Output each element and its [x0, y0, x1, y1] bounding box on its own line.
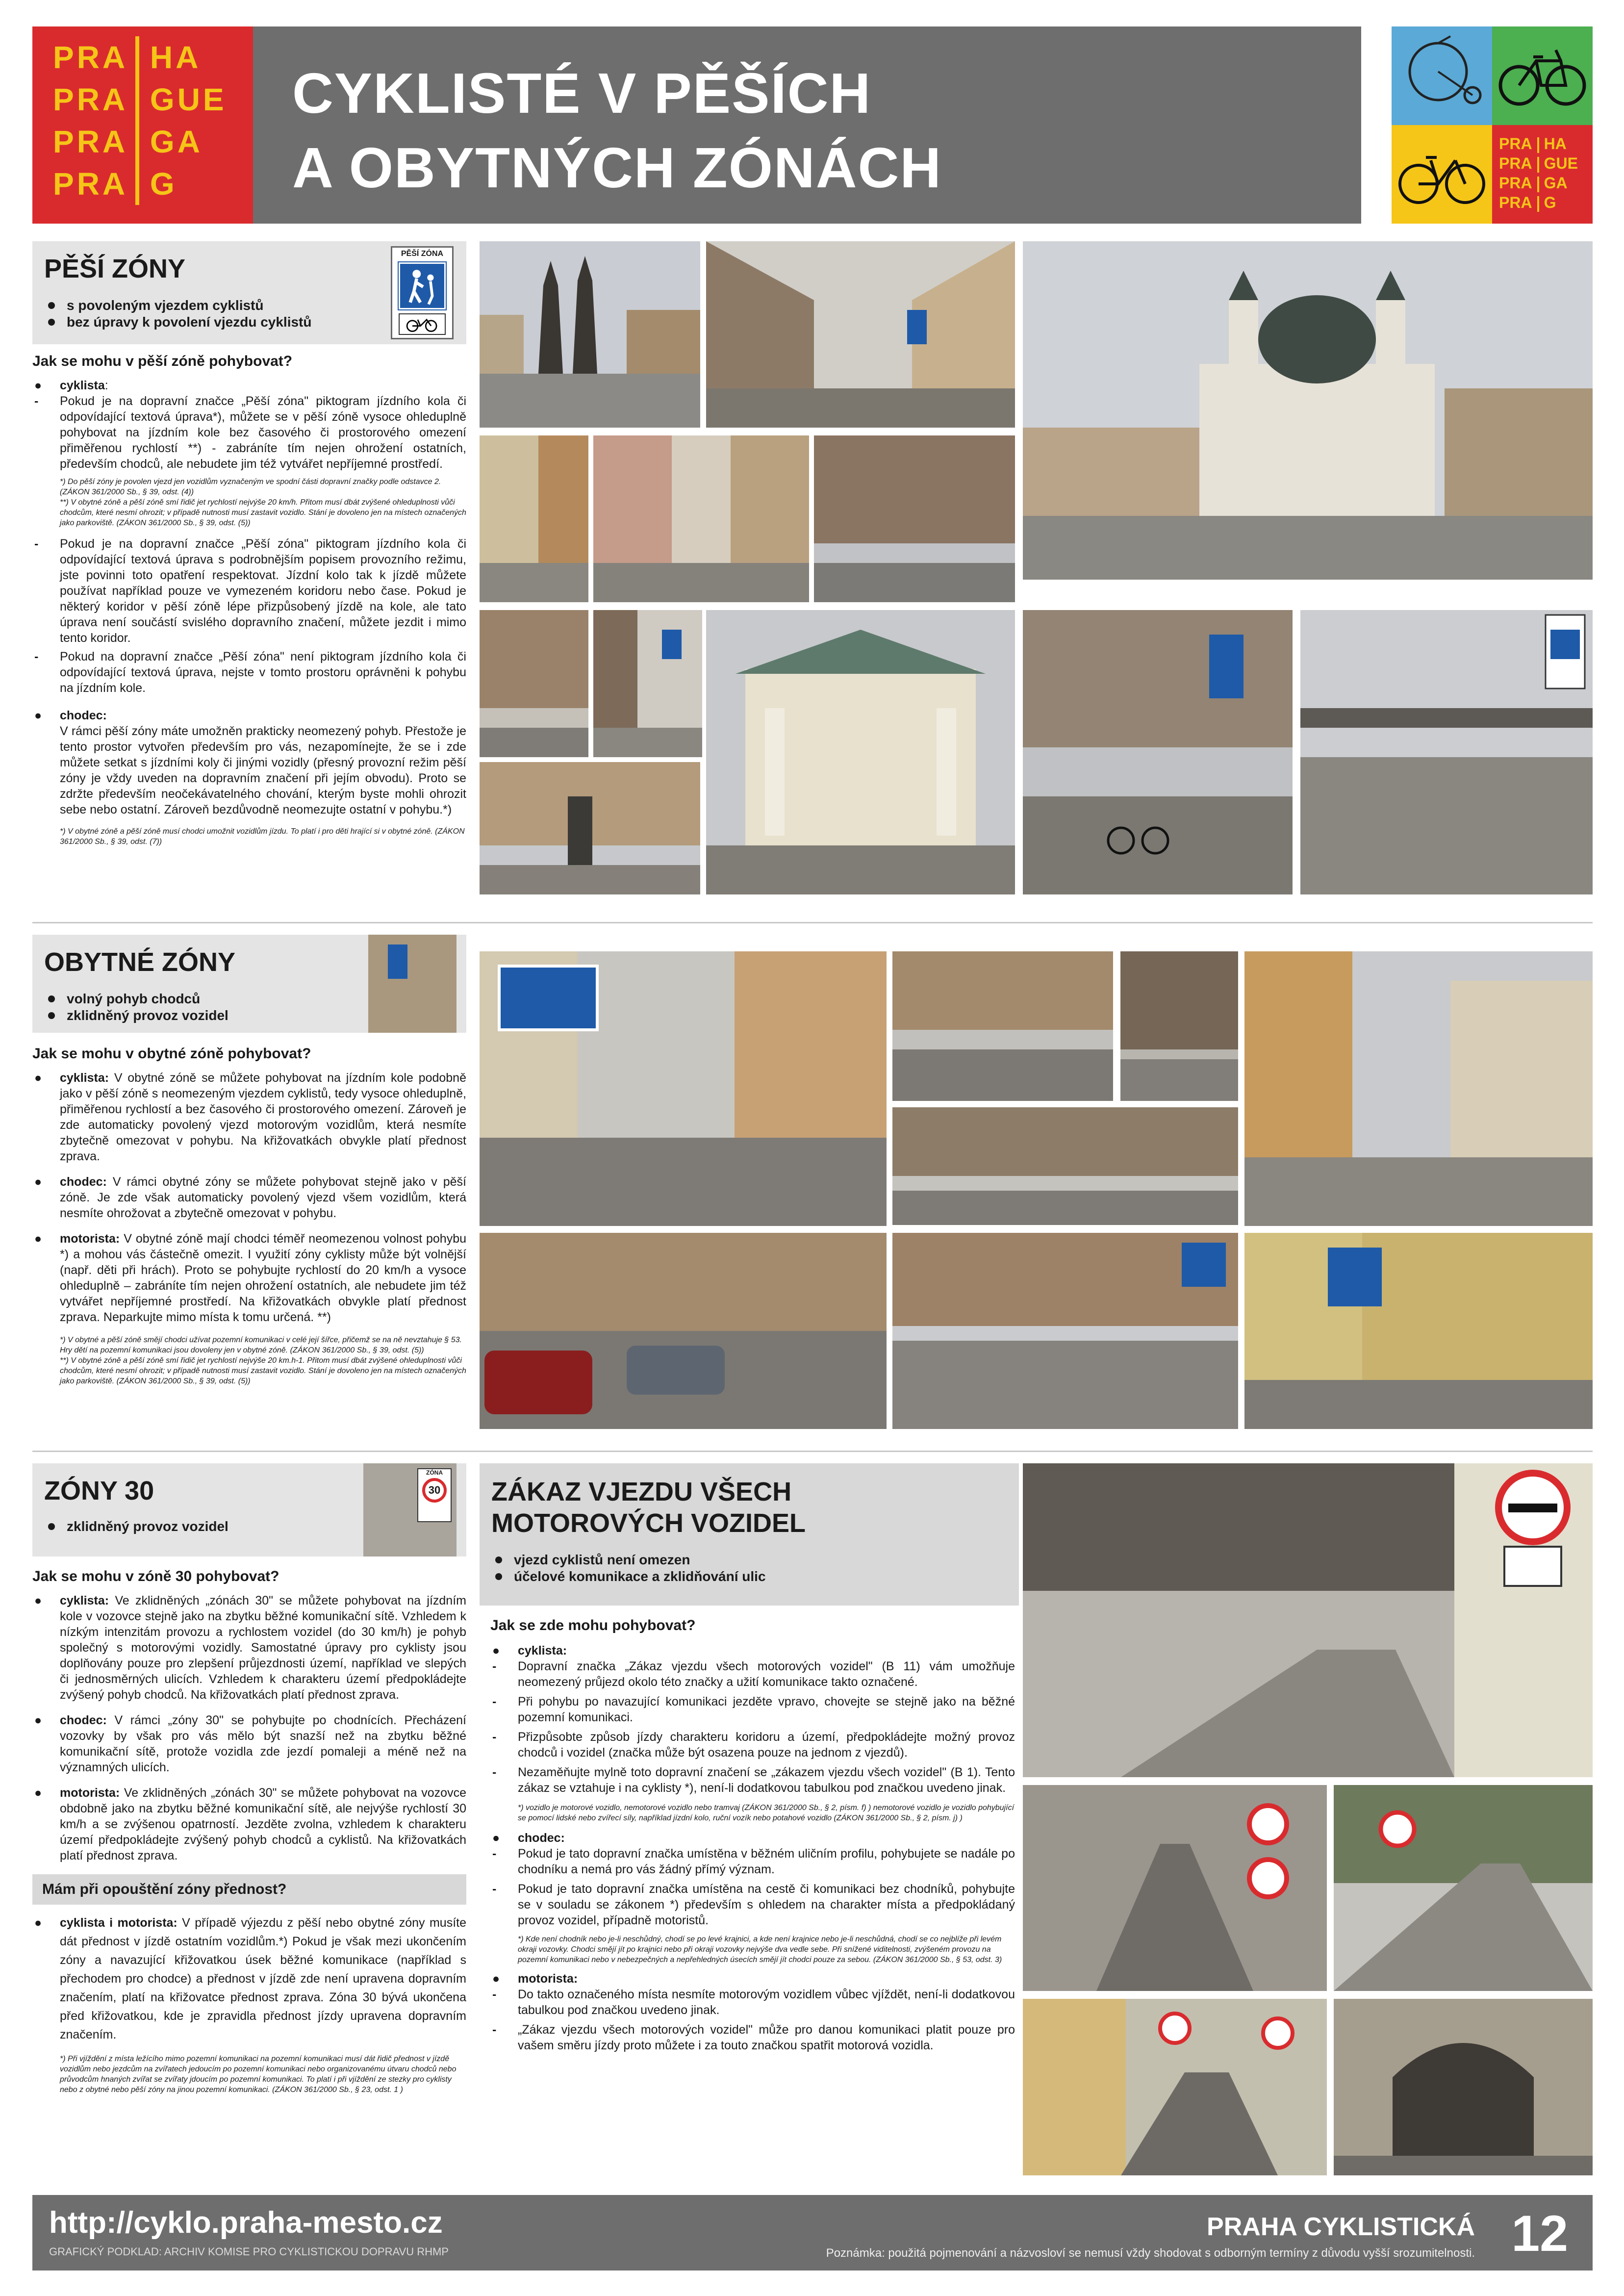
- page-number: 12: [1511, 2205, 1568, 2262]
- logo-text: PRA: [1499, 194, 1532, 211]
- residential-zone-photo: [368, 935, 457, 1033]
- paragraph: Do takto označeného místa nesmíte motorovým vozidlem vůbec vjíždět, není-li dodatkovou tabulkou pod značkou uvedeno jinak.: [518, 1988, 1015, 2017]
- photo-street-pink: [593, 435, 809, 602]
- zone30-body: [32, 1567, 466, 2095]
- section-title: ZÓNY 30: [44, 1476, 154, 1505]
- pedestrian-zone-header: [32, 241, 466, 344]
- paragraph: „Zákaz vjezdu všech motorových vozidel" může pro danou komunikaci platit pouze pro vašem směru jízdy proto můžete i za touto značkou spatřit motorová vozidla.: [518, 2023, 1015, 2052]
- photo-old-town-square: [480, 241, 700, 428]
- title-line: A OBYTNÝCH ZÓNÁCH: [292, 136, 942, 200]
- footnote: *) vozidlo je motorové vozidlo, nemotorové vozidlo nebo tramvaj (ZÁKON 361/2000 Sb., § 2, písm. f) ) nemotorové vozidlo je vozidlo pohybující se pomocí lidské nebo zvířecí síly, například jízdní kolo, ruční vozík nebo potahové vozidlo (ZÁKON 361/2000 Sb., § 2, písm. j) ): [518, 1804, 1015, 1822]
- role-label: cyklista:: [60, 1594, 109, 1607]
- photo-street-yellow: [480, 435, 588, 602]
- logo-text: GA: [1544, 174, 1568, 192]
- city-bike-icon: [1392, 125, 1492, 224]
- role-label: motorista:: [518, 1972, 578, 1986]
- bullet-dot-icon: ●: [34, 709, 42, 722]
- photo-st-nicholas-church: [1023, 241, 1593, 580]
- bullet-dot-icon: ●: [492, 1972, 500, 1986]
- logo-text: G: [150, 166, 178, 202]
- bullet-item: zklidněný provoz vozidel: [44, 1518, 455, 1535]
- bullet-dot-icon: ●: [34, 1916, 42, 1930]
- logo-text: PRA: [1499, 174, 1532, 192]
- paragraph: Přizpůsobte způsob jízdy charakteru koridoru a území, předpokládejte možný provoz chodců i vozidel (značka může být osazena pouze na jednom z vjezdů).: [518, 1730, 1015, 1760]
- photo-street-with-sign: [892, 1107, 1238, 1225]
- speed-limit-icon: 30: [422, 1478, 447, 1503]
- logo-text: GUE: [1544, 154, 1578, 172]
- paragraph: V obytné zóně mají chodci téměř neomezenou volnost pohybu *) a mohou vás částečně omezit. I využití zóny cyklisty může být volnější (např. děti při hrách). Proto se pohybujte rychlostí do 20 km/h a vysoce ohleduplně – zabráníte tím nejen ohrožení ostatních, ale nebudete jim též vytvářet nepříjemné prostředí. Na křižovatkách obvykle platí přednost zprava. Neparkujte mimo místa k tomu určená. **): [60, 1232, 466, 1324]
- photo-cyclist-ramp: [1334, 1785, 1593, 1991]
- no-entry-section: [480, 1463, 1019, 1606]
- role-label: cyklista i motorista:: [60, 1916, 178, 1930]
- paragraph: Dopravní značka „Zákaz vjezdu všech motorových vozidel" (B 11) vám umožňuje neomezený průjezd okolo této značky a užití komunikace takto označené.: [518, 1659, 1015, 1689]
- paragraph: Ve zklidněných „zónách 30" se můžete pohybovat na vozovce obdobně jako na zbytku běžné komunikační sítě, ale nejvýše rychlostí 30 km/h a se zvýšenou opatrností. Jezděte zvolna, vzhledem k charakteru území předpokládejte zvýšený pohyb chodců a cyklistů. Na křižovatkách platí přednost zprava.: [60, 1786, 466, 1862]
- photo-archway: [1334, 1999, 1593, 2175]
- section-bullets: [491, 1552, 1007, 1585]
- bicycle-icon-grid: [1392, 26, 1593, 224]
- subsection-title: Mám při opouštění zóny přednost?: [42, 1881, 287, 1897]
- paragraph: V rámci obytné zóny se můžete pohybovat stejně jako v pěší zóně. Je zde však automaticky povolený vjezd všem vozidlům, která nesmíte ohrožovat a zbytečně omezovat v pohybu.: [60, 1175, 466, 1220]
- section-question: Jak se mohu v obytné zóně pohybovat?: [32, 1046, 311, 1062]
- logo-separator: [135, 121, 139, 163]
- logo-text: PRA: [53, 82, 128, 117]
- paragraph: Ve zklidněných „zónách 30" se můžete pohybovat na jízdním kole v vozovce stejně jako na zbytku běžné komunikační sítě. Vzhledem k nízkým intenzitám provozu a rychlostem vozidel (do 30 km/h) je pohyb společný s motorovými vozidly. Samostatné úpravy pro cyklisty jsou doplňovány pouze pro zlepšení průjezdnosti území, například ve slepých či jednosměrných ulicích. Vzhledem k charakteru území předpokládejte zvýšený pohyb chodců. Na křižovatkách platí přednost zprava.: [60, 1594, 466, 1702]
- paragraph: V rámci „zóny 30" se pohybujte po chodnících. Přecházení vozovky by však pro vás mělo být snazší než na zbytku běžné komunikační sítě, protože vozidla zde jezdí pomaleji a méně než na významných ulicích.: [60, 1713, 466, 1774]
- photo-narrow-alley-signs: [1023, 1999, 1327, 2175]
- section-title: MOTOROVÝCH VOZIDEL: [491, 1508, 806, 1538]
- logo-text: HA: [1544, 135, 1567, 153]
- role-label: cyklista:: [60, 1071, 109, 1085]
- paragraph: Pokud je tato dopravní značka umístěna v běžném uličním profilu, pohybujete se nadále po chodníku a nemá pro vás žádný přímý význam.: [518, 1847, 1015, 1876]
- logo-text: PRA: [53, 40, 128, 75]
- penny-farthing-icon: [1392, 26, 1492, 125]
- photo-bollard-street: [892, 951, 1113, 1101]
- residential-zone-body: [32, 1045, 466, 1386]
- website-link[interactable]: http://cyklo.praha-mesto.cz: [49, 2206, 443, 2240]
- page-footer: [32, 2195, 1593, 2270]
- logo-text: GA: [150, 124, 203, 159]
- paragraph: Nezaměňujte mylně toto dopravní značení se „zákazem vjezdu všech vozidel" (B 1). Tento zákaz se vztahuje i na cyklisty *), není-li dodatkovou tabulkou pod značkou uvedeno jinak.: [518, 1765, 1015, 1795]
- series-brand: PRAHA CYKLISTICKÁ: [1207, 2213, 1475, 2241]
- zone30-header: [32, 1463, 466, 1556]
- paragraph: Při pohybu po navazující komunikaci jezděte vpravo, chovejte se stejně jako na běžné pozemní komunikaci.: [518, 1695, 1015, 1724]
- bullet-item: vjezd cyklistů není omezen: [491, 1552, 1007, 1568]
- section-question: Jak se mohu v zóně 30 pohybovat?: [32, 1568, 279, 1584]
- photo-street-dark: [814, 435, 1015, 602]
- zone30-sign: [417, 1468, 452, 1522]
- role-label: chodec:: [60, 1713, 107, 1727]
- bullet-dot-icon: ●: [492, 1831, 500, 1845]
- section-divider: [32, 922, 1593, 923]
- photo-narrow-street-sign: [593, 610, 702, 757]
- role-label: chodec:: [60, 709, 107, 722]
- bullet-dot-icon: ●: [34, 1786, 42, 1800]
- section-title: PĚŠÍ ZÓNY: [44, 254, 186, 283]
- logo-text: PRA: [1499, 135, 1532, 153]
- photo-cobbled-lane-signs: [1023, 1785, 1327, 1991]
- footer-note: Poznámka: použitá pojmenování a názvosloví se nemusí vždy shodovat s odborným termíny z důvodu vyšší srozumitelnosti.: [826, 2246, 1475, 2260]
- footnote: *) Do pěší zóny je povolen vjezd jen vozidlům vyznačeným ve spodní části dopravní značky podle odstavce 2. (ZÁKON 361/2000 Sb., § 39, odst. (4)): [60, 478, 441, 496]
- photo-street-crowd: [480, 610, 588, 757]
- footnote: *) V obytné zóně a pěší zóně musí chodci umožnit vozidlům jízdu. To platí i pro děti hrající si v obytné zóně. (ZÁKON 361/2000 Sb., § 39, odst. (7)): [60, 827, 465, 846]
- bullet-item: bez úpravy k povolení vjezdu cyklistů: [44, 314, 455, 331]
- photo-tram-street: [892, 1233, 1238, 1429]
- mountain-bike-icon: [1492, 26, 1593, 125]
- footnote: *) V obytné a pěší zóně smějí chodci užívat pozemní komunikaci v celé její šířce, přičemž se na ně nevztahuje § 53. Hry dětí na pozemní komunikaci jsou dovoleny jen v obytné zóně. (ZÁKON 361/2000 Sb., § 39, odst. (5)): [60, 1336, 462, 1354]
- photo-street-pedestrian-sign: [706, 241, 1015, 428]
- pedestrian-zone-section: [32, 241, 466, 344]
- photo-square-statue: [480, 762, 700, 894]
- photo-residential-lane: [1244, 951, 1593, 1226]
- photo-tree-street: [1120, 951, 1238, 1101]
- sign-label: ZÓNA: [426, 1469, 443, 1476]
- paragraph: Pokud je tato dopravní značka umístěna na cestě či komunikaci bez chodníků, pohybujte se v souladu se zákonem *) především s ohledem na charakter místa a předpokládaný provoz vozidel, případně motoristů.: [518, 1882, 1015, 1927]
- role-label: chodec:: [518, 1831, 565, 1845]
- logo-text: PRA: [1499, 154, 1532, 172]
- photo-yellow-facade: [1244, 1233, 1593, 1429]
- bullet-item: účelové komunikace a zklidňování ulic: [491, 1568, 1007, 1585]
- logo-text: GUE: [150, 82, 227, 117]
- section-title: OBYTNÉ ZÓNY: [44, 947, 236, 977]
- bullet-dot-icon: ●: [492, 1644, 500, 1658]
- photo-riverside-cyclist: [1300, 610, 1593, 894]
- small-praha-logo: [1492, 125, 1593, 224]
- role-label: chodec:: [60, 1175, 107, 1189]
- role-label: motorista:: [60, 1232, 120, 1246]
- logo-text: G: [1544, 194, 1556, 211]
- logo-separator: [135, 163, 139, 205]
- paragraph: Pokud na dopravní značce „Pěší zóna" není piktogram jízdního kola či odpovídající textová úprava, nejste v tomto prostoru oprávněni k pohybu na jízdním kole.: [60, 650, 466, 695]
- photo-residential-sign-street: [480, 951, 887, 1226]
- footnote: **) V obytné zóně a pěší zóně smí řidič jet rychlostí nejvýše 20 km.h-1. Přitom musí dbát zvýšené ohleduplnosti vůči chodcům, které nesmí ohrozit; v případě nutnosti musí zastavit vozidlo. Stání je dovoleno jen na místech označených jako parkoviště. (ZÁKON 361/2000 Sb., § 39, odst. (5)): [60, 1356, 466, 1385]
- section-question: Jak se mohu v pěší zóně pohybovat?: [32, 353, 293, 369]
- logo-text: PRA: [53, 124, 128, 159]
- page-title: [253, 26, 1361, 224]
- title-line: CYKLISTÉ V PĚŠÍCH: [292, 61, 872, 125]
- bullet-item: volný pohyb chodců: [44, 991, 455, 1007]
- bullet-dot-icon: ●: [34, 1713, 42, 1727]
- residential-zone-section: [32, 935, 466, 1033]
- no-entry-body: Jak se zde mohu pohybovat? ● cyklista: - Dopravní značka „Zákaz vjezdu všech motorových vozidel" (B 11) vám umožňuje neomezený průjezd okolo této značky a užití komunikace takto označené. - Při pohybu po navazující komunikaci jezděte vpravo, chovejte se stejně jako na běžné pozemní komunikaci. - Přizpůsobte způsob jízdy charakteru koridoru a území, předpokládejte možný provoz chodců i vozidel (značka může být osazena pouze na jednom z vjezdů). - Nezaměňujte mylně toto dopravní značení se „zákazem vjezdu všech vozidel" (B 1). Tento zákaz se vztahuje i na cyklisty *), není-li dodatkovou tabulkou pod značkou uvedeno jinak. *) vozidlo je motorové vozidlo, nemotorové vozidlo nebo tramvaj (ZÁKON 361/2000 Sb., § 2, písm. f) ) nemotorové vozidlo je vozidlo pohybující se pomocí lidské nebo zvířecí síly, například jízdní kolo, ruční vozík nebo potahové vozidlo (ZÁKON 361/2000 Sb., § 2, písm. j) ) ● chodec: - Pokud je tato dopravní značka umístěna v běžném uličním profilu, pohybujete se nadále po chodníku a nemá pro vás žádný přímý význam. - Pokud je tato dopravní značka umístěna na cestě či komunikaci bez chodníků, pohybujte se v souladu se zákonem *) především s ohledem na charakter místa a předpokládaný provoz vozidel, případně motoristů. *) Kde není chodník nebo je-li neschůdný, chodí se po levé krajnici, a kde není krajnice nebo je-li neschůdná, chodí se co nejblíže při levém okraji vozovky. Chodci smějí jít po krajnici nebo při okraji vozovky nejvýše dva vedle sebe. Při snížené viditelnosti, zvýšeném provozu na pozemní komunikaci nebo v nebezpečných a nepřehledných úsecích smějí jít chodci pouze za sebou. (ZÁKON 361/2000 Sb., § 53, odst. 3) ● motorista: - Do takto označeného místa nesmíte motorovým vozidlem vůbec vjíždět, není-li dodatkovou tabulkou pod značkou uvedeno jinak. - „Zákaz vjezdu všech motorových vozidel" může pro danou komunikaci platit pouze pro vašem směru jízdy proto můžete i za touto značkou spatřit motorová vozidla.: [490, 1617, 1015, 2052]
- section-question: Jak se zde mohu pohybovat?: [490, 1617, 696, 1633]
- bullet-dot-icon: ●: [34, 1594, 42, 1607]
- photo-parked-cars: [480, 1233, 887, 1429]
- footnote: *) Při vjíždění z místa ležícího mimo pozemní komunikaci na pozemní komunikaci musí dát řidič přednost v jízdě vozidlům nebo jezdcům na zvířatech jedoucím po pozemní komunikaci nebo organizovanému útvaru chodců nebo průvodcům hnaných zvířat se zvířaty jdoucím po pozemní komunikaci. To platí i při vjíždění ze stezky pro cyklisty nebo z obytné nebo pěší zóny na jinou pozemní komunikaci. (ZÁKON 361/2000 Sb., § 23, odst. 1 ): [60, 2055, 457, 2094]
- priority-subheader: [32, 1874, 466, 1905]
- paragraph: V obytné zóně se můžete pohybovat na jízdním kole podobně jako v pěší zóně s neomezeným vjezdem cyklistů, tedy vysoce ohleduplně, přiměřenou rychlostí a bez časového či prostorového omezení. Zároveň je zde automaticky povolený vjezd motorovým vozidlům, která nesmíte zbytečně omezovat v pohybu. Na křižovatkách obvykle platí přednost zprava.: [60, 1071, 466, 1163]
- pedestrian-icon: [399, 262, 446, 309]
- no-entry-header: [480, 1463, 1019, 1606]
- photo-no-entry-sign-path: [1023, 1463, 1593, 1777]
- photo-credit: GRAFICKÝ PODKLAD: ARCHIV KOMISE PRO CYKLISTICKOU DOPRAVU RHMP: [49, 2245, 449, 2258]
- footnote: *) Kde není chodník nebo je-li neschůdný, chodí se po levé krajnici, a kde není krajnice nebo je-li neschůdná, chodí se co nejblíže při levém okraji vozovky. Chodci smějí jít po krajnici nebo při okraji vozovky nejvýše dva vedle sebe. Při snížené viditelnosti, zvýšeném provozu na pozemní komunikaci nebo v nebezpečných a nepřehledných úsecích smějí jít chodci pouze za sebou. (ZÁKON 361/2000 Sb., § 53, odst. 3): [518, 1935, 1002, 1964]
- bullet-dot-icon: ●: [34, 379, 42, 392]
- praha-logo: [32, 26, 253, 224]
- paragraph: Pokud je na dopravní značce „Pěší zóna" piktogram jízdního kola či odpovídající textová úprava*), můžete se v pěší zóně vysoce ohleduplně pohybovat na jízdním kole bez časového či prostorového omezení přiměřenou rychlostí **) - zabráníte tím nejen ohrožení ostatních, především chodců, ale nebudete jim též vytvářet nepříjemné prostředí.: [60, 394, 466, 471]
- residential-zone-header: [32, 935, 466, 1033]
- section-divider: [32, 1451, 1593, 1452]
- role-label-colon: :: [104, 379, 108, 392]
- paragraph: Pokud je na dopravní značce „Pěší zóna" piktogram jízdního kola či odpovídající textová úprava s podrobnějším popisem provozního režimu, jste povinni toto opatření respektovat. Jízdní kolo tak k jízdě můžete používat například pouze ve vymezeném koridoru nebo čase. Pokud je některý koridor v pěší zóně lépe přizpůsobený jízdě na kole, ale tato úprava není součástí svislého dopravního značení, můžete jezdit i mimo tento koridor.: [60, 537, 466, 645]
- bullet-dot-icon: ●: [34, 1175, 42, 1189]
- zone30-section: [32, 1463, 466, 1556]
- sign-label: PĚŠÍ ZÓNA: [401, 250, 444, 258]
- pedestrian-zone-body: Jak se mohu v pěší zóně pohybovat? ● cyklista: - Pokud je na dopravní značce „Pěší zóna" piktogram jízdního kola či odpovídající textová úprava*), můžete se v pěší zóně vysoce ohleduplně pohybovat na jízdním kole bez časového či prostorového omezení přiměřenou rychlostí **) - zabráníte tím nejen ohrožení ostatních, především chodců, ale nebudete jim též vytvářet nepříjemné prostředí. *) Do pěší zóny je povolen vjezd jen vozidlům vyznačeným ve spodní části dopravní značky podle odstavce 2. (ZÁKON 361/2000 Sb., § 39, odst. (4)) **) V obytné zóně a pěší zóně smí řidič jet rychlostí nejvýše 20 km/h. Přitom musí dbát zvýšené ohleduplnosti vůči chodcům, které nesmí ohrozit; v případě nutnosti musí zastavit vozidlo. Stání je dovoleno jen na místech označených jako parkoviště. (ZÁKON 361/2000 Sb., § 39, odst. (5)) - Pokud je na dopravní značce „Pěší zóna" piktogram jízdního kola či odpovídající textová úprava s podrobnějším popisem provozního režimu, jste povinni toto opatření respektovat. Jízdní kolo tak k jízdě můžete používat například pouze ve vymezeném koridoru nebo čase. Pokud je některý koridor v pěší zóně lépe přizpůsobený jízdě na kole, ale tato úprava není součástí svislého dopravního značení, můžete jezdit i mimo tento koridor. - Pokud na dopravní značce „Pěší zóna" není piktogram jízdního kola či odpovídající textová úprava, nejste v tomto prostoru oprávněni k pohybu na jízdním kole. ● chodec: V rámci pěší zóny máte umožněn prakticky neomezený pohyb. Přestože je tento prostor vytvořen především pro vás, nezapomínejte, že se i zde můžete setkat s jízdními koly či jinými vozidly (přesný provozní režim pěší zóny je vždy uveden na dopravním značení při jejím obvodu). Proto se zdržte především neočekávatelného chování, kterým byste mohli ohrozit sebe nebo ostatní. Zároveň bezdůvodně neomezujte ostatní v pohybu.*) *) V obytné zóně a pěší zóně musí chodci umožnit vozidlům jízdu. To platí i pro děti hrající si v obytné zóně. (ZÁKON 361/2000 Sb., § 39, odst. (7)): [32, 353, 466, 846]
- role-label: cyklista: [60, 379, 105, 392]
- role-label: cyklista:: [518, 1644, 567, 1658]
- logo-text: PRA: [53, 166, 128, 202]
- photo-estates-theatre: [706, 610, 1015, 894]
- paragraph: V rámci pěší zóny máte umožněn prakticky neomezený pohyb. Přestože je tento prostor vytvořen především pro vás, nezapomínejte, že se i zde můžete setkat s jízdními koly či jinými vozidly (přesný provozní režim pěší zóny je vždy uveden na dopravním značení při jejím obvodu). Proto se zdržte především neočekávatelného chování, kterým byste mohli ohrozit sebe nebo ostatní. Zároveň bezdůvodně neomezujte ostatní v pohybu.*): [60, 724, 466, 816]
- pedestrian-zone-sign: [391, 246, 454, 339]
- logo-separator: [135, 78, 139, 121]
- bullet-dot-icon: ●: [34, 1232, 42, 1246]
- zone30-photo: [363, 1463, 457, 1556]
- section-title: ZÁKAZ VJEZDU VŠECH: [491, 1477, 792, 1506]
- residential-sign-icon: [388, 944, 407, 979]
- bicycle-icon: [399, 313, 446, 335]
- role-label: motorista:: [60, 1786, 120, 1800]
- bullet-item: s povoleným vjezdem cyklistů: [44, 297, 455, 314]
- logo-separator: [135, 36, 139, 78]
- logo-text: HA: [150, 40, 202, 75]
- paragraph: V případě výjezdu z pěší nebo obytné zóny musíte dát přednost v jízdě ostatním vozidlům.*) Pokud je však mezi ukončením zóny a navazující křižovatkou úsek běžné komunikace (například s přechodem pro chodce) a přednost v jízdě zde není upravena dopravním značením, platí na křižovatce přednost zprava. Zóna 30 bývá ukončena před křižovatkou, kde je zpravidla přednost jízdy upravena dopravním značením.: [60, 1916, 466, 2041]
- footnote: **) V obytné zóně a pěší zóně smí řidič jet rychlostí nejvýše 20 km/h. Přitom musí dbát zvýšené ohleduplnosti vůči chodcům, které nesmí ohrozit; v případě nutnosti musí zastavit vozidlo. Stání je dovoleno jen na místech označených jako parkoviště. (ZÁKON 361/2000 Sb., § 39, odst. (5)): [60, 498, 466, 527]
- bullet-dot-icon: ●: [34, 1071, 42, 1085]
- bullet-item: zklidněný provoz vozidel: [44, 1007, 455, 1024]
- photo-cyclists-with-sign: [1023, 610, 1293, 894]
